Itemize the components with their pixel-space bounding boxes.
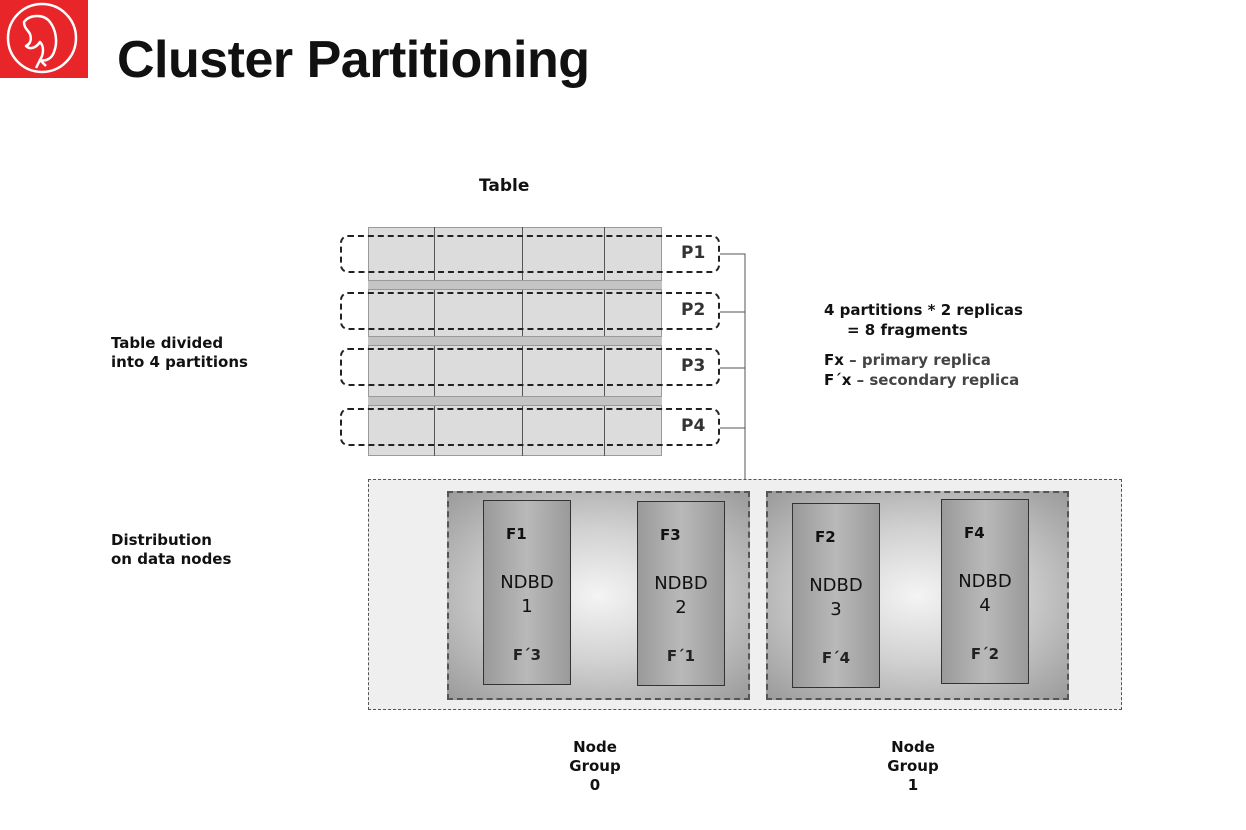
primary-fragment: F2 [815, 528, 836, 546]
secondary-fragment: F´4 [821, 649, 851, 667]
partition-label-p2: P2 [681, 300, 706, 320]
node-name: NDBD 4 [958, 571, 1012, 616]
secondary-fragment: F´1 [666, 647, 696, 665]
data-node-3 [792, 503, 880, 688]
secondary-replica-legend: F´x – secondary replica [824, 371, 1020, 389]
partition-label-p3: P3 [681, 356, 706, 376]
node-group-0-label: Node Group 0 [569, 738, 621, 794]
node-name: NDBD 1 [500, 572, 554, 617]
data-node-1 [483, 500, 571, 685]
table-title: Table [479, 176, 530, 196]
primary-fragment: F1 [506, 525, 527, 543]
table-divided-label: Table divided into 4 partitions [111, 334, 248, 371]
primary-fragment: F3 [660, 526, 681, 544]
data-node-2 [637, 501, 725, 686]
primary-replica-legend: Fx – primary replica [824, 351, 991, 369]
primary-fragment: F4 [964, 524, 985, 542]
partition-label-p4: P4 [681, 416, 706, 436]
distribution-label: Distribution on data nodes [111, 531, 232, 568]
node-group-1-label: Node Group 1 [887, 738, 939, 794]
secondary-fragment: F´2 [970, 645, 1000, 663]
node-name: NDBD 3 [809, 575, 863, 620]
fragments-total: = 8 fragments [847, 321, 968, 339]
secondary-fragment: F´3 [512, 646, 542, 664]
slide-title: Cluster Partitioning [117, 31, 590, 89]
partition-label-p1: P1 [681, 243, 706, 263]
data-node-4 [941, 499, 1029, 684]
node-name: NDBD 2 [654, 573, 708, 618]
fragments-formula: 4 partitions * 2 replicas [824, 301, 1023, 319]
